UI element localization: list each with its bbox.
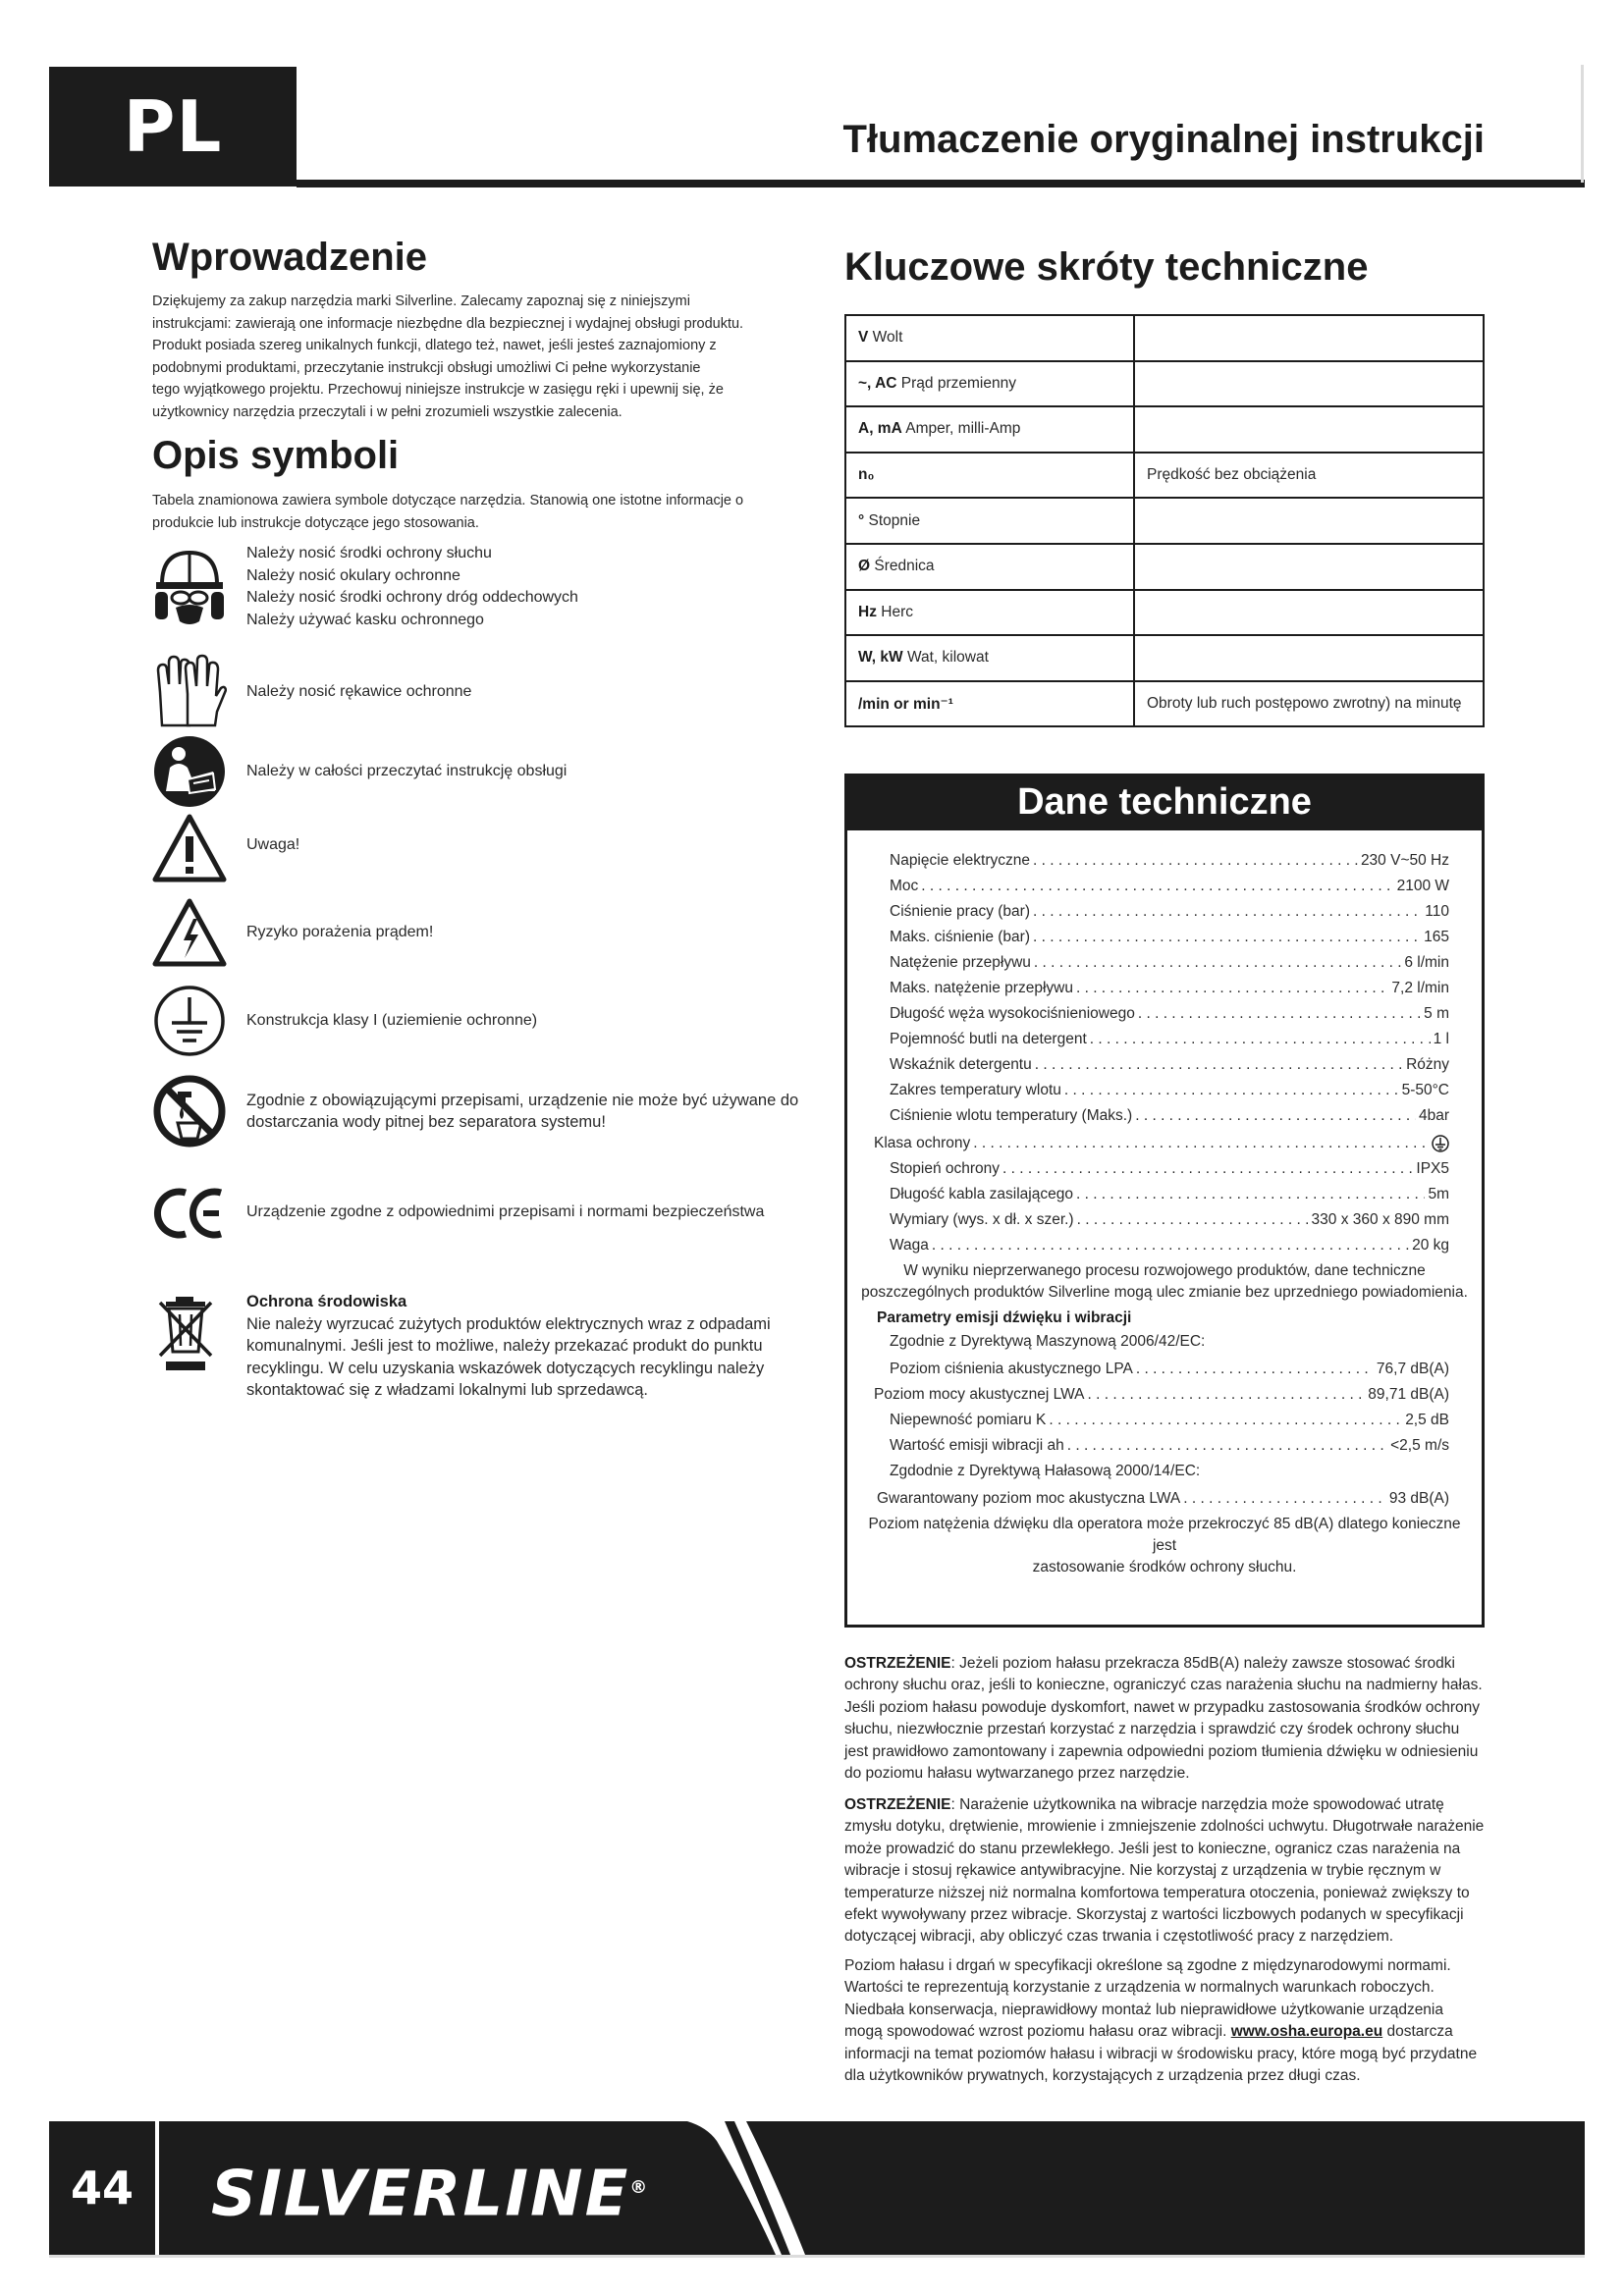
weee-bin-icon xyxy=(152,1293,227,1375)
symbol-environment: Ochrona środowiska Nie należy wyrzucać zużytych produktów elektrycznych wraz z odpadami komunalnymi. Jeśli jest to możliwe, należy przekazać produkt do punktu recyklingu. W celu uzyskania wskazówek dotyczących recyklingu należy skontaktować się z władzami lokalnymi lub sprzedawcą. xyxy=(152,1293,771,1402)
spec-row: Maks. natężenie przepływu . . . 7,2 l/min xyxy=(890,976,1449,1001)
symbol-water: Zgodnie z obowiązującymi przepisami, urządzenie nie może być używane do dostarczania wody pitnej bez separatora systemu! xyxy=(152,1074,798,1148)
header-edge xyxy=(1581,65,1584,183)
spec-row-class: Klasa ochrony . . . xyxy=(874,1131,1449,1156)
spec-row: Ciśnienie pracy (bar) . . . 110 xyxy=(890,899,1449,925)
tech-specs-list xyxy=(890,848,1449,1129)
table-row: W, kW Wat, kilowat xyxy=(845,635,1484,681)
read-manual-icon xyxy=(152,734,227,809)
noise-vibration-info: Poziom hałasu i drgań w specyfikacji określone są zgodne z międzynarodowymi normami. Wartości te reprezentują korzystanie z urządzenia w normalnych warunkach roboczych. Niedbała konserwacja, nieprawidłowy montaż lub nieprawidłowe użytkowanie urządzenia mogą spowodować wzrost poziomu hałasu oraz wibracji. www.osha.europa.eu dostarcza informacji na temat poziomów hałasu i wibracji w środowisku pracy, które mogą być przydatne dla użytkowników prywatnych, korzystających z urządzenia przez długi czas. xyxy=(844,1957,1478,2085)
noise-directive: Zgdodnie z Dyrektywą Hałasową 2000/14/EC: xyxy=(890,1463,1201,1479)
machinery-directive: Zgodnie z Dyrektywą Maszynową 2006/42/EC: xyxy=(890,1333,1206,1350)
symbol-caution: Uwaga! xyxy=(152,813,299,883)
symbols-intro: Tabela znamionowa zawiera symbole dotyczące narzędzia. Stanowią one istotne informacje o produkcie lub instrukcje dotyczące jego stosowania. xyxy=(152,493,744,531)
operator-note: Poziom natężenia dźwięku dla operatora może przekroczyć 85 dB(A) dlatego konieczne jest zastosowanie środków ochrony słuchu. xyxy=(868,1516,1461,1575)
spec-row: Napięcie elektryczne . . . 230 V~50 Hz xyxy=(890,848,1449,874)
spec-row: Ciśnienie wlotu temperatury (Maks.) . . . 4bar xyxy=(890,1103,1449,1129)
symbol-shock: Ryzyko porażenia prądem! xyxy=(152,897,433,968)
gloves-icon xyxy=(152,653,227,731)
table-row: A, mA Amper, milli-Amp xyxy=(845,406,1484,453)
symbol-ce: Urządzenie zgodne z odpowiednimi przepisami i normami bezpieczeństwa xyxy=(152,1183,764,1242)
change-note: W wyniku nieprzerwanego procesu rozwojowego produktów, dane techniczne poszczególnych produktów Silverline mogą ulec zmianie bez uprzedniego powiadomienia. xyxy=(861,1262,1468,1301)
brand-swoosh-icon xyxy=(628,2121,805,2255)
noise-heading: Parametry emisji dźwięku i wibracji xyxy=(877,1309,1132,1326)
language-tab: PL xyxy=(49,67,297,187)
symbol-class1: Konstrukcja klasy I (uziemienie ochronne) xyxy=(152,984,537,1058)
document-title: Tłumaczenie oryginalnej instrukcji xyxy=(842,118,1485,161)
spec-row: Pojemność butli na detergent . . . 1 l xyxy=(890,1027,1449,1052)
symbol-gloves: Należy nosić rękawice ochronne xyxy=(152,653,471,731)
table-row: Ø Średnica xyxy=(845,544,1484,590)
ce-mark-icon xyxy=(152,1183,227,1242)
tech-specs-list-2 xyxy=(890,1156,1449,1258)
brand-logo: SILVERLINE® xyxy=(211,2158,650,2231)
tech-specs-heading: Dane techniczne xyxy=(844,774,1485,830)
footer-edge xyxy=(49,2255,1585,2258)
header-rule xyxy=(297,180,1585,187)
table-row: ° Stopnie xyxy=(845,498,1484,544)
spec-row: Wymiary (wys. x dł. x szer.) . . . 330 x 360 x 890 mm xyxy=(890,1207,1449,1233)
spec-row: Poziom ciśnienia akustycznego LPA . . . 76,7 dB(A) xyxy=(890,1357,1449,1382)
ppe-helmet-icon xyxy=(152,545,227,629)
footer-separator xyxy=(155,2121,159,2255)
no-drinking-water-icon xyxy=(152,1074,227,1148)
abbreviations-table xyxy=(844,314,1485,727)
caution-triangle-icon xyxy=(152,813,227,883)
symbols-heading: Opis symboli xyxy=(152,434,400,477)
warning-vibration: OSTRZEŻENIE: Narażenie użytkownika na wibracje narzędzia może spowodować utratę zmysłu dotyku, drętwienie, mrowienie i zmniejszenie zdolności uchwytu. Długotrwałe narażenie może prowadzić do stanu przewlekłego. Jeśli jest to konieczne, ogranicz czas narażenia na wibracje i stosuj rękawice antywibracyjne. Nie korzystaj z urządzenia w trybie ręcznym w temperaturze niższej niż normalna komfortowa temperatura otoczenia, ponieważ zwiększy to efekt wywoływany przez wibracje. Skorzystaj z wartości liczbowych podanych w specyfikacji dotyczącej wibracji, aby obliczyć czas trwania i częstotliwość pracy z narzędziem. xyxy=(844,1796,1485,1946)
osha-link[interactable]: www.osha.europa.eu xyxy=(1230,2023,1383,2041)
intro-heading: Wprowadzenie xyxy=(152,236,428,279)
noise-specs xyxy=(874,1357,1449,1459)
symbol-ppe: Należy nosić środki ochrony słuchu Należy nosić okulary ochronne Należy nosić środki ochrony dróg oddechowych Należy używać kasku ochronnego xyxy=(152,543,578,631)
spec-row: Długość węża wysokociśnieniowego . . . 5 m xyxy=(890,1001,1449,1027)
spec-row: Niepewność pomiaru K . . . 2,5 dB xyxy=(890,1408,1449,1433)
spec-row: Stopień ochrony . . . IPX5 xyxy=(890,1156,1449,1182)
earth-ground-icon xyxy=(152,984,227,1058)
table-row: V Wolt xyxy=(845,315,1484,361)
spec-row: Poziom mocy akustycznej LWA . . . 89,71 dB(A) xyxy=(874,1382,1449,1408)
table-row: ~, AC Prąd przemienny xyxy=(845,361,1484,407)
class1-earth-icon xyxy=(1432,1135,1449,1152)
spec-row: Waga . . . 20 kg xyxy=(890,1233,1449,1258)
table-row: /min or min⁻¹ Obroty lub ruch postępowo zwrotny) na minutę xyxy=(845,681,1484,727)
abbreviations-heading: Kluczowe skróty techniczne xyxy=(844,245,1369,289)
spec-row: Natężenie przepływu . . . 6 l/min xyxy=(890,950,1449,976)
spec-row: Moc . . . 2100 W xyxy=(890,874,1449,899)
spec-row: Wartość emisji wibracji ah . . . <2,5 m/s xyxy=(890,1433,1449,1459)
electric-shock-icon xyxy=(152,897,227,968)
symbol-manual: Należy w całości przeczytać instrukcję obsługi xyxy=(152,734,567,809)
spec-row: Wskaźnik detergentu . . . Różny xyxy=(890,1052,1449,1078)
spec-row: Długość kabla zasilającego . . . 5m xyxy=(890,1182,1449,1207)
guaranteed-power-row: Gwarantowany poziom moc akustyczna LWA . . . 93 dB(A) xyxy=(877,1486,1449,1512)
table-row: Hz Herc xyxy=(845,590,1484,636)
intro-text: Dziękujemy za zakup narzędzia marki Silverline. Zalecamy zapoznaj się z niniejszymi instrukcjami: zawierają one informacje niezbędne dla bezpiecznej i wydajnej obsługi produktu. Produkt posiada szereg unikalnych funkcji, dlatego też, nawet, jeśli jesteś zaznajomiony z podobnymi produktami, przeczytanie instrukcji obsługi umożliwi Ci pełne wykorzystanie tego wyjątkowego projektu. Przechowuj niniejsze instrukcje w zasięgu ręki i upewnij się, że użytkownicy narzędzia przeczytali i w pełni zrozumieli wszystkie zalecenia. xyxy=(152,294,744,420)
page-number: 44 xyxy=(70,2162,134,2215)
warning-noise: OSTRZEŻENIE: Jeżeli poziom hałasu przekracza 85dB(A) należy zawsze stosować środki ochrony słuchu oraz, jeśli to konieczne, ograniczyć czas narażenia słuchu na nadmierny hałas. Jeśli poziom hałasu powoduje dyskomfort, nawet w przypadku zastosowania środków ochrony słuchu, niezwłocznie przestań korzystać z narzędzia i sprawdzić czy środek ochrony słuchu jest prawidłowo zamontowany i zapewnia odpowiedni poziom tłumienia dźwięku w odniesieniu do poziomu hałasu wytwarzanego przez narzędzie. xyxy=(844,1655,1483,1783)
table-row: n₀ Prędkość bez obciążenia xyxy=(845,453,1484,499)
spec-row: Zakres temperatury wlotu . . . 5-50°C xyxy=(890,1078,1449,1103)
spec-row: Maks. ciśnienie (bar) . . . 165 xyxy=(890,925,1449,950)
